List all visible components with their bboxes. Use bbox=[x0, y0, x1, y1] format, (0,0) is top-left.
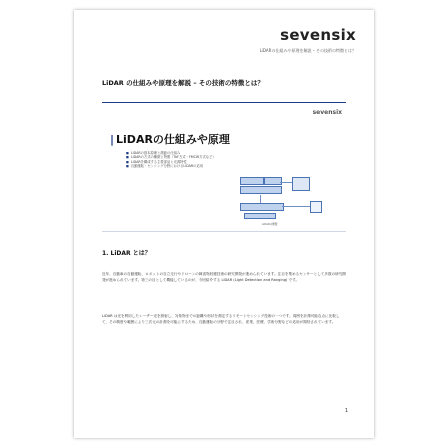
diagram-connector bbox=[282, 206, 312, 207]
document-page bbox=[74, 10, 374, 438]
lidar-system-diagram bbox=[230, 173, 326, 221]
diagram-block bbox=[240, 186, 282, 194]
diagram-block bbox=[244, 213, 276, 219]
brand-logo: sevensix bbox=[280, 26, 356, 44]
cover-bullet: ■ LiDARの基本原理と測距の仕組み bbox=[126, 151, 276, 155]
section-heading: 1. LiDAR とは？ bbox=[102, 250, 151, 257]
cover-brand: sevensix bbox=[312, 109, 342, 116]
diagram-block bbox=[292, 177, 310, 191]
cover-title-text: LiDARの仕組みや原理 bbox=[116, 133, 230, 146]
cover-caption: LiDARの概要 bbox=[262, 223, 278, 226]
diagram-block bbox=[264, 177, 282, 185]
body-paragraph: 近年、自動車の自動運転、ロボットの自立走行やドローンの障害物回避技術の研究開発が進められています。注目を集めるセンサーとして多数の研究開発が進められています。第三の目として機能しているのが、今回紹介する LiDAR (Light Detection and Ranging) です。 bbox=[102, 272, 346, 282]
document-title: LiDAR の仕組みや原理を解説 – その技術の特徴とは？ bbox=[102, 79, 264, 87]
diagram-block bbox=[240, 177, 264, 185]
cover-bullet: ■ 自動運転・センシング分野におけるLiDARの応用 bbox=[126, 164, 276, 168]
diagram-block bbox=[310, 201, 322, 213]
cover-bullet: ■ LiDARを構成する主要部品と光源特性 bbox=[126, 160, 276, 164]
cover-title bbox=[110, 131, 230, 147]
cover-title-marker: | bbox=[110, 133, 115, 146]
header-subtitle: LiDARの仕組みや原理を解説 – その技術の特徴とは？ bbox=[259, 48, 356, 53]
cover-bullet: ■ LiDARの方式の種類と特徴（ToF方式・FMCW方式など） bbox=[126, 155, 276, 159]
page-number: 1 bbox=[344, 408, 348, 414]
cover-bullet-list bbox=[126, 151, 276, 168]
body-paragraph: LiDAR は光を利用したレーザー光を照射し、対象物までの距離や形状を測定するリモートセンシング技術の一つです。周囲を計測可能な点に比較して、その精度や範囲により三次元の計測を可能にするため、自動運転の分野で注目され、産業、医療、学術分野などの応用が期待されています。 bbox=[102, 314, 340, 324]
diagram-block bbox=[240, 203, 284, 211]
cover-slide bbox=[102, 102, 346, 232]
